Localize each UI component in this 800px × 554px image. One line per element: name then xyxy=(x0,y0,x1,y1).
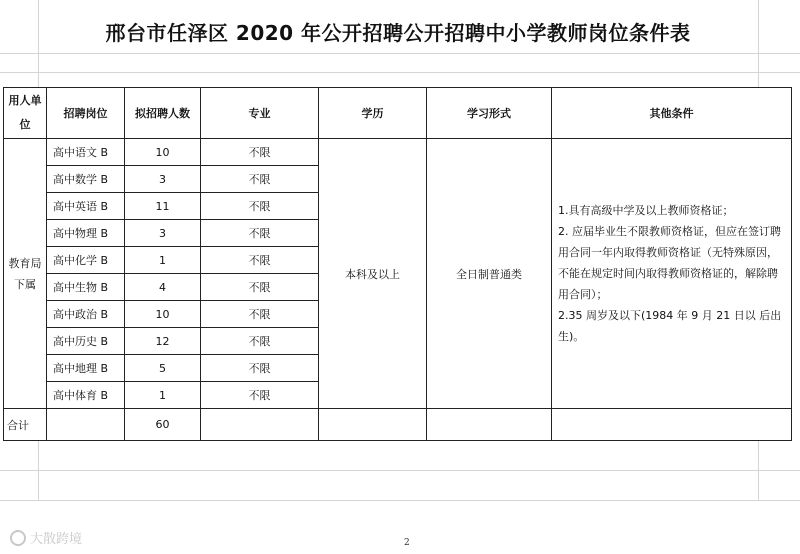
major-cell: 不限 xyxy=(201,166,319,193)
total-row xyxy=(4,409,792,441)
major-cell: 不限 xyxy=(201,193,319,220)
condition-item: 2. 应届毕业生不限教师资格证，但应在签订聘用合同一年内取得教师资格证（无特殊原因，不能在规定时间内取得教师资格证的，解除聘用合同）； xyxy=(558,225,781,301)
count-cell: 1 xyxy=(125,247,201,274)
watermark xyxy=(10,528,82,547)
header-major: 专业 xyxy=(201,88,319,139)
recruitment-table xyxy=(3,87,792,441)
header-education: 学历 xyxy=(319,88,427,139)
count-cell: 4 xyxy=(125,274,201,301)
count-cell: 3 xyxy=(125,220,201,247)
header-row xyxy=(4,88,792,139)
education-cell: 本科及以上 xyxy=(319,139,427,409)
study-form-cell: 全日制普通类 xyxy=(427,139,552,409)
major-cell: 不限 xyxy=(201,382,319,409)
position-cell: 高中政治 B xyxy=(47,301,125,328)
total-empty-cell xyxy=(552,409,792,441)
total-empty-cell xyxy=(47,409,125,441)
position-cell: 高中物理 B xyxy=(47,220,125,247)
count-cell: 12 xyxy=(125,328,201,355)
major-cell: 不限 xyxy=(201,247,319,274)
table-row xyxy=(4,139,792,166)
watermark-text: 大散跨境 xyxy=(30,532,83,547)
count-cell: 10 xyxy=(125,139,201,166)
total-empty-cell xyxy=(201,409,319,441)
major-cell: 不限 xyxy=(201,139,319,166)
header-unit: 用人单位 xyxy=(4,88,47,139)
watermark-logo-icon xyxy=(10,530,26,546)
other-conditions-cell xyxy=(552,139,792,409)
major-cell: 不限 xyxy=(201,355,319,382)
count-cell: 1 xyxy=(125,382,201,409)
position-cell: 高中化学 B xyxy=(47,247,125,274)
page-number: 2 xyxy=(404,538,410,548)
major-cell: 不限 xyxy=(201,301,319,328)
unit-name-cell: 教育局下属 xyxy=(4,139,47,409)
header-count: 拟招聘人数 xyxy=(125,88,201,139)
position-cell: 高中语文 B xyxy=(47,139,125,166)
total-empty-cell xyxy=(319,409,427,441)
position-cell: 高中地理 B xyxy=(47,355,125,382)
count-cell: 11 xyxy=(125,193,201,220)
total-count-cell: 60 xyxy=(125,409,201,441)
count-cell: 3 xyxy=(125,166,201,193)
count-cell: 10 xyxy=(125,301,201,328)
position-cell: 高中体育 B xyxy=(47,382,125,409)
total-label-cell: 合计 xyxy=(4,409,47,441)
header-position: 招聘岗位 xyxy=(47,88,125,139)
major-cell: 不限 xyxy=(201,328,319,355)
major-cell: 不限 xyxy=(201,274,319,301)
condition-item: 1.具有高级中学及以上教师资格证； xyxy=(558,204,734,217)
position-cell: 高中历史 B xyxy=(47,328,125,355)
condition-item: 2.35 周岁及以下(1984 年 9 月 21 日以 后出生)。 xyxy=(558,309,782,343)
header-study-form: 学习形式 xyxy=(427,88,552,139)
page-title: 邢台市任泽区 2020 年公开招聘公开招聘中小学教师岗位条件表 xyxy=(105,21,691,45)
header-other: 其他条件 xyxy=(552,88,792,139)
count-cell: 5 xyxy=(125,355,201,382)
total-empty-cell xyxy=(427,409,552,441)
position-cell: 高中数学 B xyxy=(47,166,125,193)
position-cell: 高中生物 B xyxy=(47,274,125,301)
major-cell: 不限 xyxy=(201,220,319,247)
position-cell: 高中英语 B xyxy=(47,193,125,220)
